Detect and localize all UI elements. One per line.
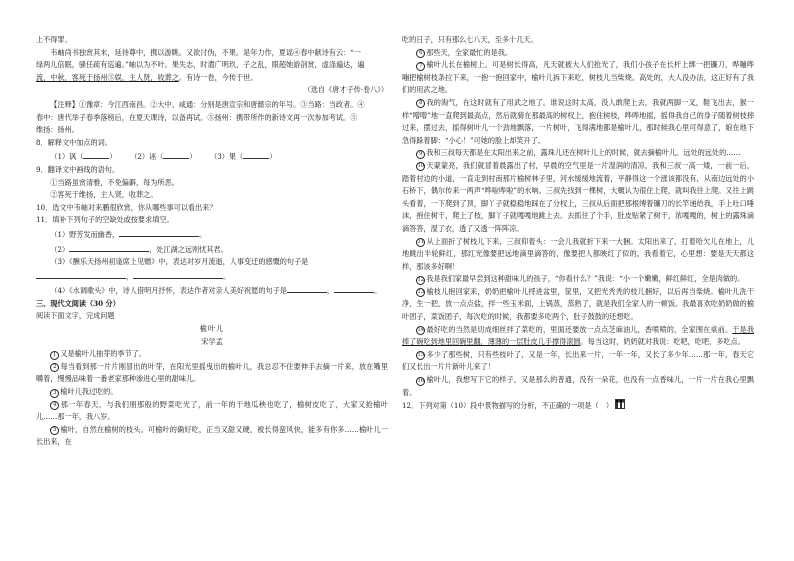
question-11: 11．填补下列句子的空缺处或按要求填空。 bbox=[36, 215, 174, 225]
answer-blank[interactable] bbox=[83, 149, 109, 159]
dotted-word: 州 bbox=[100, 72, 108, 82]
text-tail: 。有诗一卷，今传于世。 bbox=[178, 72, 258, 82]
paragraph-text: 从上面折了树枝儿下来，三叔仰着头：一会儿我就折下来一大捆。太阳出来了，打着哈欠儿在地上，儿地跳出半轮鲜红，那红光像要把远地滴里滴答的，像要把人都映红了似的。我看着它，心里想：要是天天都这样，那该多好啊！ bbox=[402, 236, 754, 271]
paragraph-number: 5 bbox=[50, 426, 59, 435]
question-11-item bbox=[36, 269, 388, 284]
paragraph-3 bbox=[36, 386, 388, 399]
text-line bbox=[36, 72, 388, 85]
paragraph-10 bbox=[402, 160, 754, 236]
paragraph-text: 我和三叔每天都是在太阳出来之前，露珠儿还在树叶儿上的时候，就去摘榆叶儿。远处的远处的…… bbox=[426, 148, 741, 158]
paragraph-6 bbox=[402, 47, 754, 60]
answer-blank[interactable] bbox=[334, 283, 374, 293]
paragraph-number: 7 bbox=[416, 62, 425, 71]
paragraph-text: 。每当这时，奶奶就对我说：吃吧，吃吧，多吃点。 bbox=[580, 337, 745, 347]
paragraph-text: 又是榆叶儿抽芽的季节了。 bbox=[60, 349, 146, 359]
q11-text: ， bbox=[326, 286, 335, 296]
paragraph-number: 15 bbox=[417, 352, 425, 359]
question-11-item bbox=[36, 227, 388, 242]
source-citation: （选自《唐才子传·卷八》） bbox=[303, 85, 388, 95]
passage-title: 榆叶儿 bbox=[199, 324, 225, 334]
question-text: 12．下列对第（10）段中景物描写的分析，不正确的一项是（ ） bbox=[402, 401, 613, 411]
answer-blank[interactable] bbox=[133, 269, 223, 279]
notes-line: 【注释】①豫章：今江西南昌。②大中、咸通：分别是唐宣宗和唐懿宗的年号。③当路：当政者。④ bbox=[50, 99, 365, 109]
q11-text: （1）野芳发而幽香， bbox=[50, 229, 120, 239]
paragraph-number: 12 bbox=[417, 276, 425, 283]
paragraph-text: 榆叶，自然在榆树的枝头。可榆叶的确好吃，正当又甜又硬，被长得蛮风快，能多有你多……榆叶儿一长出来，在 bbox=[36, 424, 388, 447]
paragraph-text: 多少了那些树，只有些枝叶了，又是一年，长出来一片，一年一年，又长了多少年……那一年，春天它们又长出一片片新叶儿来了！ bbox=[402, 349, 754, 372]
q8-item-1: （1）讽 bbox=[50, 152, 77, 162]
paragraph-number: 6 bbox=[416, 49, 425, 58]
paragraph-text: 榆枝儿抱回家来，奶奶把榆叶儿捋进盆里，筐里，又把光秃秃的枝儿捆好，以后再当柴烧。榆叶儿洗干净，生一把，放一点点盐，拌一些玉米面，上锅蒸，蒸熟了，就是我们全家人的一顿饭。我最喜欢吃奶奶做的榆叶团子，菜饭团子，每次吃的时候，我都要多吃两个，肚子鼓鼓的还想吃。 bbox=[402, 286, 754, 322]
paragraph-number: 2 bbox=[50, 363, 59, 372]
paragraph-number: 8 bbox=[416, 99, 425, 108]
answer-blank[interactable] bbox=[119, 227, 199, 237]
question-9-item: ①当路虽赏清雅，不免偏僻，每为所恶。 bbox=[50, 177, 179, 187]
underlined-sentence: 干是我捧了碗吃到地里回碗里翻，薄薄的一层肚皮儿手撑得滚圆 bbox=[402, 324, 754, 347]
q11-text: ，处江湖之远则忧其君。 bbox=[149, 244, 228, 254]
question-9-item: ②客死于维扬，主人贤，收葬之。 bbox=[50, 190, 158, 200]
q11-text: 。 bbox=[223, 271, 231, 281]
paragraph-number: 1 bbox=[50, 351, 59, 360]
q8-item-2: （2）诬 bbox=[130, 152, 157, 162]
paragraph-text: 榆叶儿，我想写下它的样子，又是那么的普通，没有一朵花，也没有一点香味儿，一片一片在我心里飘着。 bbox=[402, 375, 754, 397]
paragraph-14 bbox=[402, 324, 754, 349]
question-11-item bbox=[36, 256, 388, 269]
section-heading: 三、现代文阅读（30 分） bbox=[36, 298, 120, 308]
paragraph-number: 14 bbox=[417, 327, 425, 334]
q11-text: （3）《酬乐天扬州初逢席上见赠》中，表达对岁月流逝，人事变迁的感慨的句子是 bbox=[50, 257, 309, 267]
paragraph-2 bbox=[36, 361, 388, 386]
paragraph-15 bbox=[402, 349, 754, 374]
paragraph-number: 13 bbox=[417, 289, 425, 296]
paragraph-number: 11 bbox=[417, 239, 425, 245]
question-11-item bbox=[36, 283, 388, 298]
paragraph-text: 那些天，全家最忙的是我。 bbox=[426, 47, 512, 57]
paragraph-number: 3 bbox=[50, 389, 59, 398]
question-10: 10．选文中韦岫对来鹏很欣赏，你从哪些事可以看出来？ bbox=[36, 202, 217, 212]
question-9: 9．翻译文中画线的语句。 bbox=[36, 164, 120, 174]
footnote-ref: ⑤娱， bbox=[107, 72, 129, 82]
answer-blank[interactable] bbox=[243, 149, 269, 159]
paragraph-number: 16 bbox=[417, 377, 425, 384]
notes-line: 维扬：扬州。 bbox=[36, 125, 79, 135]
right-column bbox=[402, 34, 754, 413]
q11-text: 。 bbox=[374, 286, 382, 296]
text-line: 上不得罪。 bbox=[36, 35, 72, 44]
q11-text: （2） bbox=[50, 244, 70, 254]
paragraph-5 bbox=[36, 424, 388, 449]
paragraph-7 bbox=[402, 59, 754, 97]
question-11-item bbox=[36, 242, 388, 257]
text-line: 绿两儿倍眠，骚任疏有巡遍。”岫以为不叶。果失志，时遣广明玖，子之乱，眼超她游剖赏，虚涤遍达，遍 bbox=[36, 60, 365, 70]
paragraph-text: 天蒙蒙亮，我们就冒着晨露出了村，早晨的空气里是一片湿润的清凉，我和三叔一高一矮，一前一后，踏着村边的小道，一直走到村南那片榆树林子里，河水缓缓地流着，平静得这一个涨该都没有，从南边远处的小石桥下，偶尔传来一两声“哗啦哗啦”的水响。三叔先找到一棵树，大概认为很住上爬，就叫我往上爬。又往上跳头看着，一下爬到了顶，脚丫子就稳稳地踩在了分杈上，三叔从后面把那根缚着镰刀的长竿递给我，手上吐口唾沫，抱住树干，爬上了枝，脚丫子就嘎嘎地跳上去。去抓住了个手，肚皮贴紧了树干，浓嘎嘎的，树上的露珠滴滴答答，湿了衣，透了又透一阵阵凉。 bbox=[402, 160, 754, 233]
paragraph-text: 榆叶儿我过吃的。 bbox=[60, 387, 118, 397]
notes-line: 春中：唐代举子春季落榜后，在夏天课诗，以备再试。⑤扬州：携带所作的新诗文再一次参加考试。⑤ bbox=[36, 112, 358, 122]
paragraph-text: 那一年春天，与我们朋那般的野菜吃光了，前一年的干地瓜秧也吃了，榆树皮吃了，大家又抢榆叶儿……那一年，我八岁。 bbox=[36, 399, 388, 422]
passage-author: 宋学孟 bbox=[201, 336, 223, 346]
paragraph-8 bbox=[402, 97, 754, 147]
text-line: 韦岫尚书独赏其末，延待尊中，携以游眺。又欲讨伪，不果。是年力作，夏谣④春中献诗有云：“一 bbox=[50, 47, 361, 57]
text-line: 吃的日子，只有那么七八天，至多十几天。 bbox=[402, 35, 538, 44]
left-column bbox=[36, 34, 388, 449]
paragraph-16 bbox=[402, 374, 754, 399]
answer-blank[interactable] bbox=[163, 149, 189, 159]
paragraph-text: 我是我们家最早尝到这种甜味儿的孩子，“你看什么？”我说：“小一个嫩嫩，鲜红鲜红，全是肉做的。 bbox=[426, 274, 745, 284]
paragraph-text: 我的淘气，在这时就有了用武之地了。谁说这时太高，没人敢爬上去，我就两脚一叉，鞋飞出去，猴一样“噌噌”地一直爬到最高点，然后就骑在那最高的树杈上，抱住树枝，哗哗地摇，摇得我自己的身子随着树枝摔过来，摆过去，摇得树叶儿一个劲地飘落，一片树叶，飞得满地都是榆叶儿，那时候我心里可得意了，娘在地下急得跺着脚：“小心！”可她的脸上却笑开了。 bbox=[402, 97, 754, 145]
underlined-sentence: 流，中秋，客死于 bbox=[36, 72, 94, 82]
paragraph-number: 4 bbox=[50, 401, 59, 410]
qr-code-icon bbox=[615, 399, 625, 409]
paragraph-text: 每当看到那一片片刚冒出的叶芽，在阳光里摇曳出的榆叶儿，我总忍不住要伸手去摘一片来，放在嘴里嚼着，慢慢品味着一番老家那种渗进心里的甜味儿。 bbox=[36, 361, 388, 384]
answer-blank[interactable] bbox=[287, 283, 327, 293]
paragraph-text: 最好吃的当然是切成细丝拌了菜吃的，里面还要放一点点芝麻油儿，香喷喷的，全家围在桌前。 bbox=[426, 324, 733, 334]
q11-text: （4）《水调歌头》中，诗人借明月抒怀，表达作者对亲人美好祝愿的句子是 bbox=[50, 286, 287, 296]
reading-instruction: 阅读下面文字，完成问题 bbox=[36, 311, 115, 321]
question-12 bbox=[402, 399, 754, 413]
paragraph-11 bbox=[402, 236, 754, 274]
question-8: 8．解释文中加点的词。 bbox=[36, 137, 112, 147]
answer-blank[interactable] bbox=[36, 269, 126, 279]
paragraph-12 bbox=[402, 273, 754, 286]
paragraph-13 bbox=[402, 286, 754, 324]
paragraph-number: 10 bbox=[417, 163, 425, 170]
paragraph-text: 榆叶儿长在榆树上。可是树长得高，凡天就被大人们抢光了，我们小孩子在长杆上绑一把镰刀，哗嘣哗嘣把榆树枝条拉下来，一抱一抱回家中，榆叶儿拆下来吃，树枝儿当柴烧。高处的，大人没办法，这正好有了我们的用武之地。 bbox=[402, 60, 754, 95]
dotted-word: 扬 bbox=[93, 72, 101, 82]
paragraph-4 bbox=[36, 399, 388, 424]
question-8-items: （1）讽（ ） （2）诬（ ） （3）果（ ） bbox=[36, 149, 388, 164]
paragraph-9 bbox=[402, 147, 754, 160]
q11-text: 。 bbox=[199, 229, 207, 239]
q11-text: ， bbox=[126, 271, 134, 281]
paragraph-number: 9 bbox=[416, 150, 425, 159]
underlined-sentence: 主人贤，收葬之 bbox=[128, 72, 179, 82]
answer-blank[interactable] bbox=[69, 242, 149, 252]
q8-item-3: （3）果 bbox=[210, 152, 237, 162]
paragraph-1 bbox=[36, 348, 388, 361]
